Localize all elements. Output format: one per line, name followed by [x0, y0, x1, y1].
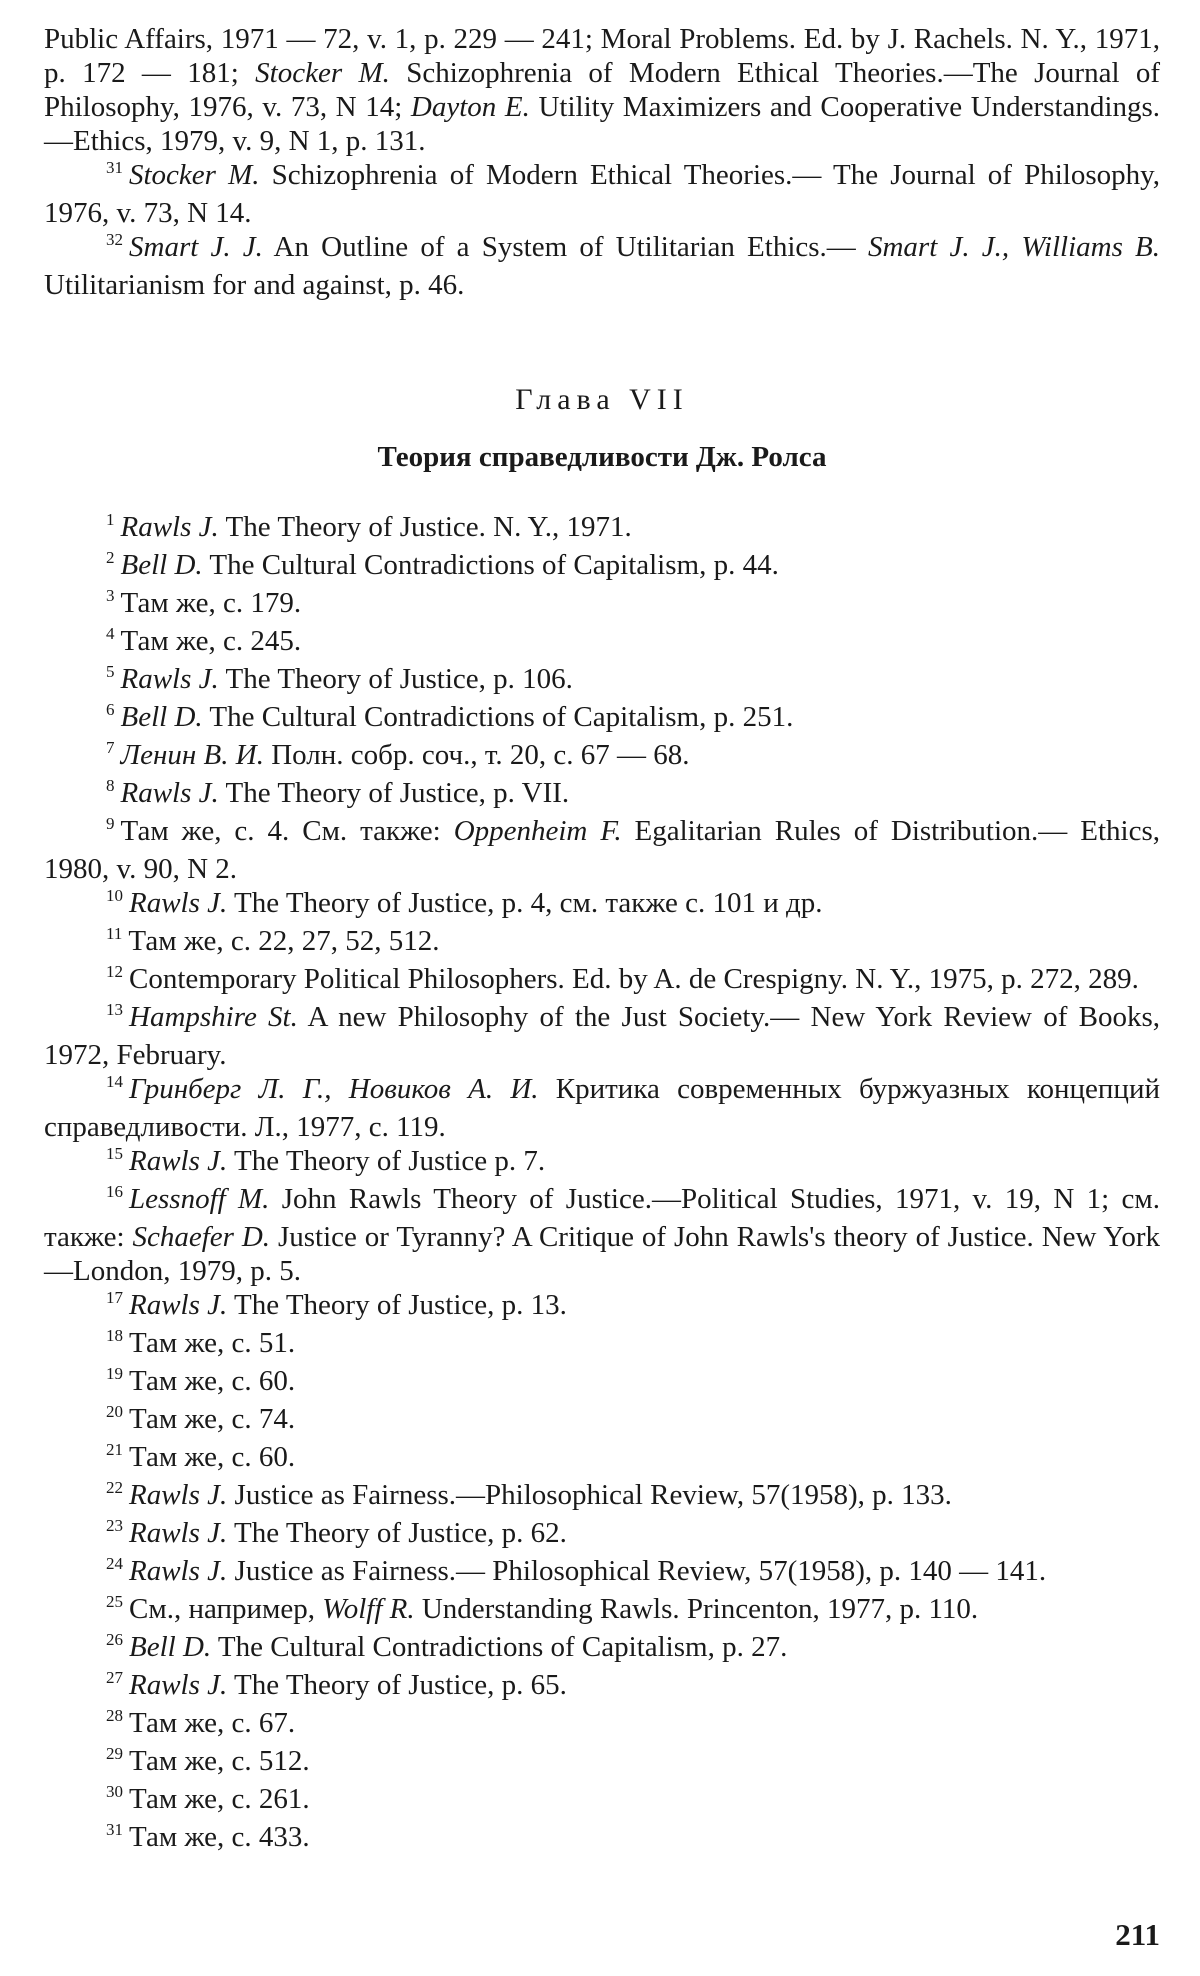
footnote: [44, 1326, 1160, 1364]
footnote-text: An Outline of a System of Utilitarian Ethics.—: [262, 231, 868, 263]
footnote-number: 15: [106, 1144, 123, 1163]
footnote-text: Understanding Rawls. Princenton, 1977, p. 110.: [414, 1593, 979, 1625]
footnote-text: The Theory of Justice p. 7.: [227, 1145, 546, 1177]
footnote-text: Там же, с. 60.: [129, 1441, 296, 1473]
footnote-text: Там же, с. 179.: [120, 587, 302, 619]
footnote: [44, 1820, 1160, 1858]
footnote-number: 30: [106, 1782, 123, 1801]
footnote: [44, 886, 1160, 924]
footnote-number: 5: [106, 662, 115, 681]
footnote-number: 24: [106, 1554, 123, 1573]
footnote-author: Rawls J.: [120, 511, 219, 543]
footnote-text: A new Philosophy of the Just Society.— New York Review of Books, 1972, February.: [44, 1001, 1160, 1071]
footnote-number: 22: [106, 1478, 123, 1497]
footnote-text: Там же, с. 51.: [129, 1327, 296, 1359]
footnote-author: Schaefer D.: [132, 1221, 271, 1253]
footnote-text: Там же, с. 512.: [129, 1745, 310, 1777]
footnote: [44, 738, 1160, 776]
chapter-label: Глава VII: [515, 383, 689, 416]
footnote: [44, 1744, 1160, 1782]
footnote-number: 11: [106, 924, 123, 943]
footnote-author: Stocker M.: [255, 57, 390, 89]
footnote-text: The Theory of Justice, p. 106.: [218, 663, 573, 695]
footnote: [44, 776, 1160, 814]
footnote-text: John Rawls Theory of Justice.—Political Studies, 1971, v. 19, N 1; см. также:: [44, 1183, 1160, 1253]
footnote-text: Justice as Fairness.— Philosophical Review, 57(1958), p. 140 — 141.: [227, 1555, 1047, 1587]
footnote: [44, 962, 1160, 1000]
footnote: [44, 548, 1160, 586]
footnote-text: Schizophrenia of Modern Ethical Theories.— The Journal of Philosophy, 1976, v. 73, N 14.: [44, 159, 1160, 229]
footnote-author: Rawls J.: [129, 1479, 228, 1511]
footnote-author: Hampshire St.: [129, 1001, 298, 1033]
footnote-number: 29: [106, 1744, 123, 1763]
footnote-number: 28: [106, 1706, 123, 1725]
footnote: [44, 1288, 1160, 1326]
footnote: [44, 814, 1160, 886]
footnote: [44, 1000, 1160, 1072]
footnote: [44, 1706, 1160, 1744]
footnote-text: The Theory of Justice. N. Y., 1971.: [218, 511, 632, 543]
footnote-text: The Theory of Justice, p. 13.: [227, 1289, 567, 1321]
footnote: [44, 1440, 1160, 1478]
footnote: [44, 1630, 1160, 1668]
footnote-text: Там же, с. 433.: [129, 1821, 310, 1853]
footnote: [44, 1182, 1160, 1288]
footnote-text: Полн. собр. соч., т. 20, с. 67 — 68.: [263, 739, 690, 771]
footnote-author: Stocker M.: [129, 159, 260, 191]
footnote-number: 10: [106, 886, 123, 905]
footnote-number: 9: [106, 814, 115, 833]
footnote-number: 31: [106, 1820, 123, 1839]
footnote-text: The Cultural Contradictions of Capitalism, p. 27.: [211, 1631, 788, 1663]
footnote: [44, 1668, 1160, 1706]
footnote-author: Smart J. J.: [129, 231, 263, 263]
footnote-author: Bell D.: [129, 1631, 212, 1663]
footnote-number: 32: [106, 230, 123, 249]
footnote-author: Rawls J.: [129, 887, 228, 919]
footnote-number: 25: [106, 1592, 123, 1611]
footnote-text: Schizophrenia of Modern Ethical Theories.—The Journal of Philosophy, 1976, v. 73, N 14;: [44, 57, 1160, 123]
footnote: [44, 1144, 1160, 1182]
footnote: [44, 230, 1160, 302]
footnote-number: 1: [106, 510, 115, 529]
footnote-number: 17: [106, 1288, 123, 1307]
footnote-author: Гринберг Л. Г., Новиков А. И.: [129, 1073, 539, 1105]
footnote: [44, 1554, 1160, 1592]
footnote-text: Там же, с. 67.: [129, 1707, 296, 1739]
footnote-text: Justice as Fairness.—Philosophical Review, 57(1958), p. 133.: [227, 1479, 952, 1511]
footnote-text: The Theory of Justice, p. 65.: [227, 1669, 567, 1701]
footnote-author: Rawls J.: [120, 777, 219, 809]
footnote-number: 13: [106, 1000, 123, 1019]
footnote-number: 4: [106, 624, 115, 643]
footnote-number: 27: [106, 1668, 123, 1687]
footnote-number: 3: [106, 586, 115, 605]
footnote-number: 21: [106, 1440, 123, 1459]
footnote-number: 18: [106, 1326, 123, 1345]
footnote: [44, 700, 1160, 738]
footnote-author: Rawls J.: [129, 1145, 228, 1177]
footnote-number: 26: [106, 1630, 123, 1649]
footnote-author: Rawls J.: [129, 1289, 228, 1321]
footnote-number: 12: [106, 962, 123, 981]
footnote-text: The Cultural Contradictions of Capitalism, p. 251.: [202, 701, 794, 733]
footnote-number: 23: [106, 1516, 123, 1535]
footnote-text: Там же, с. 60.: [129, 1365, 296, 1397]
footnote-text: Utility Maximizers and Cooperative Understandings.—Ethics, 1979, v. 9, N 1, p. 131.: [44, 91, 1161, 157]
footnote-number: 14: [106, 1072, 123, 1091]
footnote: [44, 1364, 1160, 1402]
footnote: [44, 624, 1160, 662]
footnote-text: Egalitarian Rules of Distribution.— Ethics, 1980, v. 90, N 2.: [44, 815, 1160, 885]
footnote-text: Contemporary Political Philosophers. Ed. by A. de Crespigny. N. Y., 1975, p. 272, 289.: [129, 963, 1139, 995]
footnote-text: The Theory of Justice, p. 4, см. также с. 101 и др.: [227, 887, 823, 919]
footnote-author: Rawls J.: [120, 663, 219, 695]
chapter-notes-list: [44, 510, 1160, 1858]
footnote-author: Bell D.: [120, 701, 203, 733]
footnote-text: Utilitarianism for and against, p. 46.: [44, 269, 465, 301]
footnote-number: 20: [106, 1402, 123, 1421]
footnote-author: Rawls J.: [129, 1555, 228, 1587]
footnote-number: 16: [106, 1182, 123, 1201]
footnote-author: Oppenheim F.: [453, 815, 622, 847]
footnote-number: 31: [106, 158, 123, 177]
footnote-text: Justice or Tyranny? A Critique of John Rawls's theory of Justice. New York—London, 1979, p. 5.: [44, 1221, 1160, 1287]
footnote: [44, 1478, 1160, 1516]
footnote: [44, 510, 1160, 548]
footnote-author: Smart J. J., Williams B.: [867, 231, 1161, 263]
footnote: [44, 924, 1160, 962]
previous-chapter-notes: [44, 22, 1160, 302]
footnote-text: Там же, с. 261.: [129, 1783, 310, 1815]
footnote-author: Rawls J.: [129, 1669, 228, 1701]
footnote-text: The Cultural Contradictions of Capitalism, p. 44.: [202, 549, 779, 581]
footnote-number: 19: [106, 1364, 123, 1383]
footnote-text: The Theory of Justice, p. 62.: [227, 1517, 567, 1549]
footnote-author: Wolff R.: [322, 1593, 415, 1625]
footnote: [44, 1592, 1160, 1630]
footnote: [44, 1072, 1160, 1144]
footnote-author: Ленин В. И.: [120, 739, 264, 771]
footnote-number: 8: [106, 776, 115, 795]
footnote-text: Там же, с. 4. См. также:: [120, 815, 454, 847]
footnote-author: Rawls J.: [129, 1517, 228, 1549]
footnote: [44, 158, 1160, 230]
footnote-author: Bell D.: [120, 549, 203, 581]
footnote: [44, 662, 1160, 700]
footnote-number: 7: [106, 738, 115, 757]
footnote-text: Там же, с. 245.: [120, 625, 302, 657]
footnote-text: Public Affairs, 1971 — 72, v. 1, p. 229 — 241; Moral Problems. Ed. by J. Rachels. N. Y., 1971, p. 172 — 181;: [44, 23, 1160, 89]
footnote: [44, 22, 1160, 158]
footnote-text: См., например,: [129, 1593, 323, 1625]
footnote: [44, 586, 1160, 624]
footnote-number: 6: [106, 700, 115, 719]
book-page: [44, 22, 1160, 1952]
footnote-author: Dayton E.: [410, 91, 530, 123]
footnote: [44, 1782, 1160, 1820]
footnote-text: Там же, с. 22, 27, 52, 512.: [128, 925, 440, 957]
page-number: 211: [1115, 1917, 1160, 1952]
footnote-number: 2: [106, 548, 115, 567]
footnote-text: Критика современных буржуазных концепций справедливости. Л., 1977, с. 119.: [44, 1073, 1160, 1143]
footnote: [44, 1402, 1160, 1440]
footnote-text: The Theory of Justice, p. VII.: [218, 777, 570, 809]
chapter-title: Теория справедливости Дж. Ролса: [377, 441, 827, 473]
footnote: [44, 1516, 1160, 1554]
footnote-author: Lessnoff M.: [129, 1183, 270, 1215]
footnote-text: Там же, с. 74.: [129, 1403, 296, 1435]
